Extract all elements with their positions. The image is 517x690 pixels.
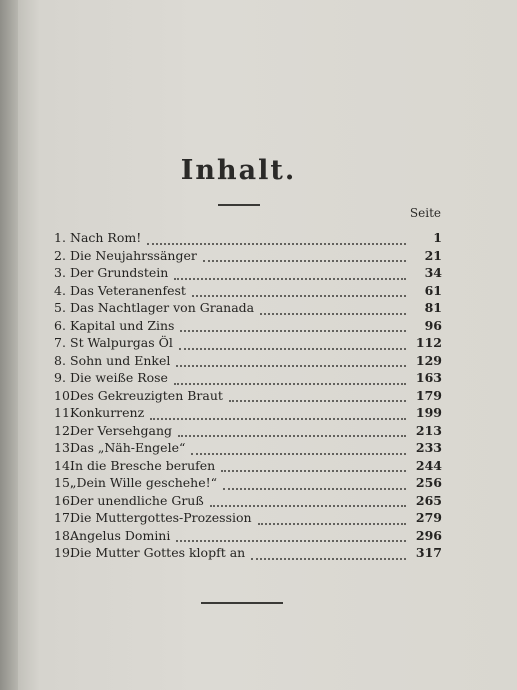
entry-title: Der Versehgang xyxy=(70,422,172,438)
entry-page-number: 233 xyxy=(415,440,442,455)
toc-entry xyxy=(54,458,442,476)
toc-entry xyxy=(54,265,442,283)
page-title: Inhalt. xyxy=(180,155,297,186)
dot-leader xyxy=(179,338,406,350)
entry-title: „Dein Wille geschehe!“ xyxy=(70,475,218,490)
entry-title: Der Grundstein xyxy=(70,265,169,280)
entry-number: 1. xyxy=(54,230,66,245)
toc-entry xyxy=(54,475,442,493)
entry-page-number: 96 xyxy=(424,317,442,333)
entry-page-number: 34 xyxy=(424,265,442,280)
entry-title: Der unendliche Gruß xyxy=(70,492,204,508)
entry-page-number: 1 xyxy=(433,230,442,245)
dot-leader xyxy=(147,233,406,245)
entry-number: 2. xyxy=(54,247,66,263)
dot-leader xyxy=(260,303,406,315)
entry-page-number: 112 xyxy=(415,335,442,350)
dot-leader xyxy=(176,355,406,367)
entry-number: 3. xyxy=(54,265,66,280)
toc-entry xyxy=(54,405,442,423)
dot-leader xyxy=(191,443,406,455)
entry-title: In die Bresche berufen xyxy=(70,457,216,473)
entry-number: 18. xyxy=(54,527,74,543)
entry-number: 6. xyxy=(54,317,66,333)
entry-page-number: 61 xyxy=(424,282,442,298)
entry-number: 10. xyxy=(54,387,74,403)
toc-entry xyxy=(54,318,442,336)
entry-number: 4. xyxy=(54,282,66,298)
entry-page-number: 179 xyxy=(415,387,442,403)
entry-page-number: 279 xyxy=(415,510,442,525)
entry-number: 13. xyxy=(54,440,74,455)
dot-leader xyxy=(223,478,406,490)
dot-leader xyxy=(180,320,406,332)
dot-leader xyxy=(229,390,406,402)
entry-number: 15. xyxy=(54,475,74,490)
entry-page-number: 244 xyxy=(415,457,442,473)
toc-entry xyxy=(54,248,442,266)
toc-entry xyxy=(54,335,442,353)
dot-leader xyxy=(174,268,406,280)
toc-entry xyxy=(54,283,442,301)
entry-title: Angelus Domini xyxy=(70,527,171,543)
entry-title: Kapital und Zins xyxy=(70,317,175,333)
toc-entry xyxy=(54,388,442,406)
dot-leader xyxy=(203,250,406,262)
entry-title: Das Veteranenfest xyxy=(70,282,186,298)
toc-entry xyxy=(54,230,442,248)
entry-number: 7. xyxy=(54,335,66,350)
toc-entry xyxy=(54,493,442,511)
dot-leader xyxy=(221,460,406,472)
entry-page-number: 163 xyxy=(415,370,442,385)
dot-leader xyxy=(258,513,406,525)
dot-leader xyxy=(150,408,406,420)
entry-title: Sohn und Enkel xyxy=(70,352,171,368)
entry-page-number: 296 xyxy=(415,527,442,543)
entry-number: 9. xyxy=(54,370,66,385)
toc-entry xyxy=(54,545,442,563)
entry-number: 17. xyxy=(54,510,74,525)
entry-number: 12. xyxy=(54,422,74,438)
entry-title: Das „Näh-Engele“ xyxy=(70,440,186,455)
toc-entry xyxy=(54,510,442,528)
entry-number: 5. xyxy=(54,300,66,315)
entry-page-number: 81 xyxy=(424,300,442,315)
entry-page-number: 199 xyxy=(415,405,442,420)
dot-leader xyxy=(176,530,406,542)
entry-title: Das Nachtlager von Granada xyxy=(70,300,255,315)
end-rule xyxy=(201,602,283,604)
entry-title: Die Muttergottes-Prozession xyxy=(70,510,252,525)
entry-page-number: 129 xyxy=(415,352,442,368)
entry-number: 19. xyxy=(54,545,74,560)
dot-leader xyxy=(178,425,406,437)
entry-title: Konkurrenz xyxy=(70,405,145,420)
toc-entry xyxy=(54,423,442,441)
entry-number: 11. xyxy=(54,405,74,420)
entry-number: 8. xyxy=(54,352,66,368)
dot-leader xyxy=(251,548,406,560)
entry-title: Die weiße Rose xyxy=(70,370,168,385)
table-of-contents xyxy=(54,230,442,563)
entry-title: Die Neujahrssänger xyxy=(70,247,197,263)
entry-page-number: 213 xyxy=(415,422,442,438)
entry-title: Des Gekreuzigten Braut xyxy=(70,387,223,403)
entry-page-number: 265 xyxy=(415,492,442,508)
entry-title: Die Mutter Gottes klopft an xyxy=(70,545,246,560)
book-gutter xyxy=(0,0,18,690)
toc-entry xyxy=(54,528,442,546)
entry-number: 16. xyxy=(54,492,74,508)
toc-entry xyxy=(54,370,442,388)
entry-page-number: 317 xyxy=(415,545,442,560)
dot-leader xyxy=(174,373,406,385)
toc-entry xyxy=(54,440,442,458)
entry-number: 14. xyxy=(54,457,74,473)
toc-entry xyxy=(54,300,442,318)
entry-title: St Walpurgas Öl xyxy=(70,335,173,350)
entry-page-number: 21 xyxy=(424,247,442,263)
toc-entry xyxy=(54,353,442,371)
seite-header: Seite xyxy=(409,206,441,220)
entry-title: Nach Rom! xyxy=(70,230,142,245)
dot-leader xyxy=(210,495,406,507)
dot-leader xyxy=(192,285,406,297)
entry-page-number: 256 xyxy=(415,475,442,490)
title-rule xyxy=(218,204,260,206)
